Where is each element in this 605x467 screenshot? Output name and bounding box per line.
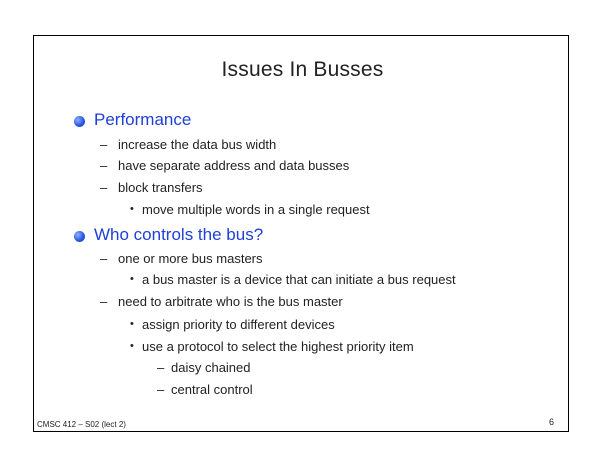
item-arbitrate: need to arbitrate who is the bus master — [118, 294, 343, 309]
bullet-who-controls: Who controls the bus? — [94, 225, 264, 244]
dot-marker: • — [130, 340, 134, 352]
item-daisy-chained: daisy chained — [171, 360, 251, 375]
item-increase-width: increase the data bus width — [118, 137, 277, 152]
dot-marker: • — [130, 318, 134, 330]
item-bus-masters: one or more bus masters — [118, 251, 263, 266]
dash-marker: – — [100, 158, 108, 173]
dash-marker: – — [157, 360, 165, 375]
bullet-icon — [74, 231, 85, 242]
item-bus-master-definition: a bus master is a device that can initiate a bus request — [142, 272, 456, 287]
dash-marker: – — [100, 251, 108, 266]
dot-marker: • — [130, 203, 134, 215]
footer-course: CMSC 412 – S02 (lect 2) — [37, 420, 126, 429]
slide-title: Issues In Busses — [221, 58, 384, 81]
item-central-control: central control — [171, 382, 253, 397]
item-use-protocol: use a protocol to select the highest priority item — [142, 339, 414, 354]
item-move-multiple-words: move multiple words in a single request — [142, 202, 370, 217]
page-number: 6 — [549, 417, 555, 427]
bullet-performance: Performance — [94, 110, 192, 129]
item-block-transfers: block transfers — [118, 180, 203, 195]
dash-marker: – — [100, 294, 108, 309]
bullet-icon — [74, 116, 85, 127]
dot-marker: • — [130, 273, 134, 285]
dash-marker: – — [100, 137, 108, 152]
dash-marker: – — [157, 382, 165, 397]
dash-marker: – — [100, 180, 108, 195]
item-assign-priority: assign priority to different devices — [142, 317, 335, 332]
item-separate-busses: have separate address and data busses — [118, 158, 350, 173]
